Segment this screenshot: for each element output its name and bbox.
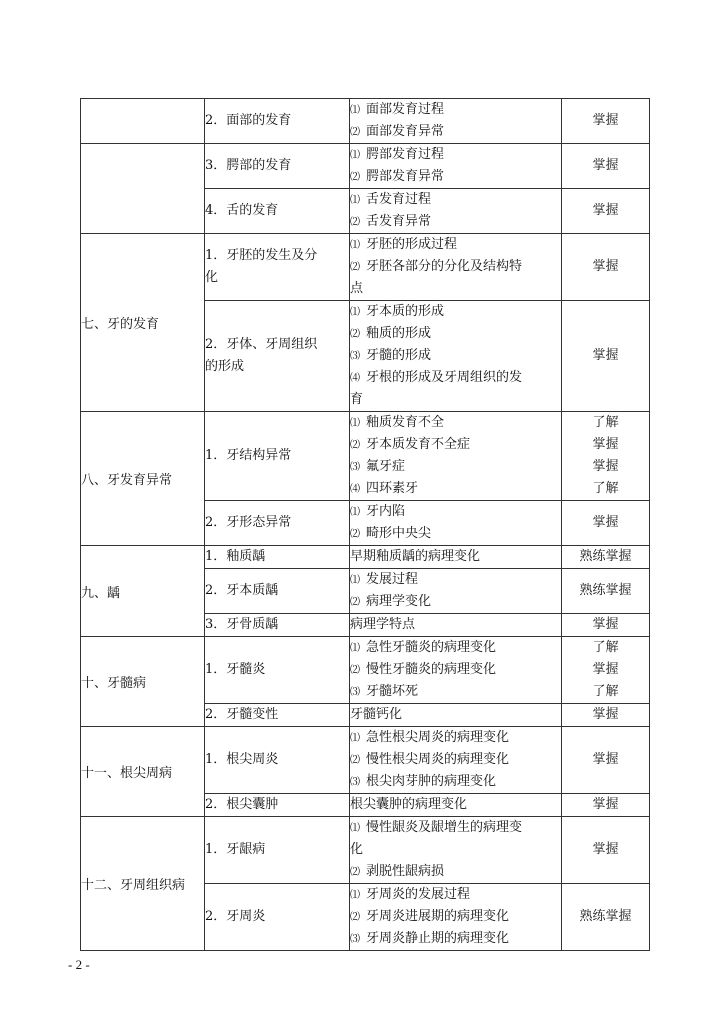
content-line bbox=[350, 884, 561, 906]
item-number: ⑴ bbox=[350, 195, 360, 206]
item-number: ⑶ bbox=[350, 462, 360, 473]
item-text: 牙根的形成及牙周组织的发 bbox=[366, 370, 523, 385]
requirement-cell bbox=[562, 301, 650, 412]
requirement-level: 掌握 bbox=[592, 515, 619, 530]
topic-cell bbox=[205, 817, 350, 884]
unit-cell: 九、龋 bbox=[81, 546, 205, 637]
table-row bbox=[81, 412, 650, 501]
content-cell bbox=[350, 614, 562, 637]
item-number: ⑴ bbox=[350, 890, 360, 901]
item-text: 点 bbox=[350, 281, 364, 296]
requirement-cell bbox=[562, 884, 650, 951]
requirement-level: 了解 bbox=[592, 481, 619, 496]
requirement-level: 了解 bbox=[592, 684, 619, 699]
content-cell bbox=[350, 144, 562, 189]
item-number: ⑵ bbox=[350, 172, 360, 183]
item-number: ⑵ bbox=[350, 755, 360, 766]
item-text: 急性牙髓炎的病理变化 bbox=[366, 640, 497, 655]
requirement-level: 掌握 bbox=[592, 842, 619, 857]
table-row bbox=[81, 727, 650, 794]
content-line bbox=[350, 704, 561, 726]
item-text: 牙胚各部分的分化及结构特 bbox=[366, 259, 523, 274]
topic-cell bbox=[205, 301, 350, 412]
requirement-cell bbox=[562, 637, 650, 704]
item-number: ⑶ bbox=[350, 934, 360, 945]
topic-line: 1．牙胚的发生及分 bbox=[205, 248, 318, 263]
requirement-cell bbox=[562, 794, 650, 817]
item-number: ⑵ bbox=[350, 912, 360, 923]
topic-cell bbox=[205, 569, 350, 614]
topic-cell bbox=[205, 234, 350, 301]
unit-cell bbox=[81, 99, 205, 144]
topic-line: 4．舌的发育 bbox=[205, 203, 279, 218]
item-number: ⑵ bbox=[350, 440, 360, 451]
item-number: ⑴ bbox=[350, 105, 360, 116]
item-number: ⑶ bbox=[350, 687, 360, 698]
content-cell bbox=[350, 569, 562, 614]
item-text: 牙髓的形成 bbox=[366, 348, 432, 363]
item-number: ⑴ bbox=[350, 418, 360, 429]
topic-line: 2．牙本质龋 bbox=[205, 583, 279, 598]
content-line bbox=[350, 301, 561, 323]
content-line bbox=[350, 144, 561, 166]
requirement-cell bbox=[562, 614, 650, 637]
content-line bbox=[350, 928, 561, 950]
content-line bbox=[350, 389, 561, 411]
requirement-level: 了解 bbox=[592, 415, 619, 430]
item-number: ⑴ bbox=[350, 575, 360, 586]
requirement-cell bbox=[562, 546, 650, 569]
requirement-level: 熟练掌握 bbox=[579, 583, 632, 598]
content-line bbox=[350, 456, 561, 478]
requirement-cell bbox=[562, 144, 650, 189]
topic-cell bbox=[205, 884, 350, 951]
content-line bbox=[350, 839, 561, 861]
topic-cell bbox=[205, 794, 350, 817]
content-cell bbox=[350, 301, 562, 412]
item-number: ⑴ bbox=[350, 307, 360, 318]
content-line bbox=[350, 166, 561, 188]
unit-cell: 十、牙髓病 bbox=[81, 637, 205, 727]
topic-line: 2．牙髓变性 bbox=[205, 707, 279, 722]
content-line bbox=[350, 278, 561, 300]
item-number: ⑵ bbox=[350, 867, 360, 878]
syllabus-table-body bbox=[81, 99, 650, 951]
item-text: 牙髓钙化 bbox=[350, 707, 403, 722]
unit-cell bbox=[81, 144, 205, 234]
item-number: ⑵ bbox=[350, 262, 360, 273]
content-line bbox=[350, 501, 561, 523]
item-text: 慢性龈炎及龈增生的病理变 bbox=[366, 820, 523, 835]
topic-cell bbox=[205, 637, 350, 704]
requirement-level: 熟练掌握 bbox=[579, 549, 632, 564]
topic-cell bbox=[205, 412, 350, 501]
item-text: 慢性根尖周炎的病理变化 bbox=[366, 752, 510, 767]
topic-line: 的形成 bbox=[205, 359, 245, 374]
content-line bbox=[350, 434, 561, 456]
content-line bbox=[350, 569, 561, 591]
topic-line: 2．牙体、牙周组织 bbox=[205, 337, 318, 352]
item-text: 面部发育异常 bbox=[366, 124, 445, 139]
topic-line: 2．面部的发育 bbox=[205, 113, 292, 128]
item-number: ⑴ bbox=[350, 733, 360, 744]
content-line bbox=[350, 906, 561, 928]
content-line bbox=[350, 367, 561, 389]
requirement-level: 掌握 bbox=[592, 437, 619, 452]
item-number: ⑶ bbox=[350, 777, 360, 788]
unit-cell: 十二、牙周组织病 bbox=[81, 817, 205, 951]
content-cell bbox=[350, 412, 562, 501]
topic-cell bbox=[205, 189, 350, 234]
content-line bbox=[350, 771, 561, 793]
item-text: 氟牙症 bbox=[366, 459, 406, 474]
table-row bbox=[81, 817, 650, 884]
item-text: 舌发育异常 bbox=[366, 214, 432, 229]
item-number: ⑴ bbox=[350, 643, 360, 654]
content-line bbox=[350, 546, 561, 568]
content-line bbox=[350, 591, 561, 613]
content-line bbox=[350, 99, 561, 121]
requirement-cell bbox=[562, 727, 650, 794]
requirement-cell bbox=[562, 99, 650, 144]
item-text: 腭部发育过程 bbox=[366, 147, 445, 162]
content-line bbox=[350, 861, 561, 883]
unit-cell: 十一、根尖周病 bbox=[81, 727, 205, 817]
content-cell bbox=[350, 234, 562, 301]
content-cell bbox=[350, 794, 562, 817]
item-number: ⑴ bbox=[350, 507, 360, 518]
item-number: ⑴ bbox=[350, 823, 360, 834]
content-line bbox=[350, 412, 561, 434]
content-cell bbox=[350, 884, 562, 951]
content-line bbox=[350, 614, 561, 636]
item-text: 牙周炎的发展过程 bbox=[366, 887, 471, 902]
topic-line: 2．牙周炎 bbox=[205, 909, 266, 924]
topic-line: 1．牙结构异常 bbox=[205, 448, 292, 463]
item-text: 早期釉质龋的病理变化 bbox=[350, 549, 481, 564]
content-cell bbox=[350, 727, 562, 794]
content-cell bbox=[350, 99, 562, 144]
requirement-level: 掌握 bbox=[592, 752, 619, 767]
topic-line: 1．牙龈病 bbox=[205, 842, 266, 857]
page-number: - 2 - bbox=[68, 957, 90, 972]
item-number: ⑵ bbox=[350, 217, 360, 228]
requirement-cell bbox=[562, 412, 650, 501]
topic-line: 1．牙髓炎 bbox=[205, 662, 266, 677]
item-text: 面部发育过程 bbox=[366, 102, 445, 117]
item-text: 畸形中央尖 bbox=[366, 526, 432, 541]
item-text: 牙周炎进展期的病理变化 bbox=[366, 909, 510, 924]
requirement-level: 熟练掌握 bbox=[579, 909, 632, 924]
content-line bbox=[350, 323, 561, 345]
table-row bbox=[81, 144, 650, 189]
requirement-level: 掌握 bbox=[592, 203, 619, 218]
item-text: 牙髓坏死 bbox=[366, 684, 419, 699]
item-number: ⑵ bbox=[350, 597, 360, 608]
item-number: ⑷ bbox=[350, 373, 360, 384]
content-line bbox=[350, 637, 561, 659]
item-text: 发展过程 bbox=[366, 572, 419, 587]
requirement-cell bbox=[562, 704, 650, 727]
content-cell bbox=[350, 546, 562, 569]
requirement-level: 掌握 bbox=[592, 348, 619, 363]
item-text: 釉质发育不全 bbox=[366, 415, 445, 430]
content-line bbox=[350, 659, 561, 681]
content-line bbox=[350, 234, 561, 256]
syllabus-table bbox=[80, 98, 650, 951]
content-line bbox=[350, 121, 561, 143]
item-number: ⑵ bbox=[350, 127, 360, 138]
topic-cell bbox=[205, 501, 350, 546]
item-text: 牙本质发育不全症 bbox=[366, 437, 471, 452]
item-text: 牙内陷 bbox=[366, 504, 406, 519]
item-number: ⑶ bbox=[350, 351, 360, 362]
requirement-cell bbox=[562, 817, 650, 884]
topic-line: 2．根尖囊肿 bbox=[205, 797, 279, 812]
table-row bbox=[81, 234, 650, 301]
requirement-cell bbox=[562, 501, 650, 546]
requirement-level: 掌握 bbox=[592, 797, 619, 812]
item-number: ⑴ bbox=[350, 240, 360, 251]
item-text: 剥脱性龈病损 bbox=[366, 864, 445, 879]
topic-line: 1．根尖周炎 bbox=[205, 752, 279, 767]
content-line bbox=[350, 211, 561, 233]
topic-line: 3．牙骨质龋 bbox=[205, 617, 279, 632]
item-text: 釉质的形成 bbox=[366, 326, 432, 341]
topic-cell bbox=[205, 144, 350, 189]
content-line bbox=[350, 681, 561, 703]
requirement-level: 掌握 bbox=[592, 459, 619, 474]
item-number: ⑷ bbox=[350, 484, 360, 495]
item-text: 慢性牙髓炎的病理变化 bbox=[366, 662, 497, 677]
content-line bbox=[350, 189, 561, 211]
item-text: 牙本质的形成 bbox=[366, 304, 445, 319]
topic-line: 化 bbox=[205, 270, 219, 285]
requirement-level: 掌握 bbox=[592, 259, 619, 274]
content-cell bbox=[350, 637, 562, 704]
topic-line: 3．腭部的发育 bbox=[205, 158, 292, 173]
item-text: 牙胚的形成过程 bbox=[366, 237, 458, 252]
item-text: 急性根尖周炎的病理变化 bbox=[366, 730, 510, 745]
content-line bbox=[350, 478, 561, 500]
topic-cell bbox=[205, 546, 350, 569]
item-text: 四环素牙 bbox=[366, 481, 419, 496]
item-text: 根尖肉芽肿的病理变化 bbox=[366, 774, 497, 789]
item-number: ⑴ bbox=[350, 150, 360, 161]
content-line bbox=[350, 749, 561, 771]
table-row bbox=[81, 546, 650, 569]
topic-cell bbox=[205, 727, 350, 794]
item-number: ⑵ bbox=[350, 529, 360, 540]
item-number: ⑵ bbox=[350, 665, 360, 676]
item-text: 病理学变化 bbox=[366, 594, 432, 609]
requirement-level: 掌握 bbox=[592, 707, 619, 722]
requirement-level: 了解 bbox=[592, 640, 619, 655]
content-cell bbox=[350, 817, 562, 884]
table-row bbox=[81, 637, 650, 704]
table-row bbox=[81, 99, 650, 144]
requirement-level: 掌握 bbox=[592, 158, 619, 173]
item-number: ⑵ bbox=[350, 329, 360, 340]
content-cell bbox=[350, 189, 562, 234]
requirement-level: 掌握 bbox=[592, 113, 619, 128]
requirement-level: 掌握 bbox=[592, 617, 619, 632]
unit-cell: 八、牙发育异常 bbox=[81, 412, 205, 546]
content-line bbox=[350, 523, 561, 545]
item-text: 育 bbox=[350, 392, 364, 407]
content-line bbox=[350, 794, 561, 816]
item-text: 牙周炎静止期的病理变化 bbox=[366, 931, 510, 946]
content-cell bbox=[350, 501, 562, 546]
topic-line: 2．牙形态异常 bbox=[205, 515, 292, 530]
unit-cell: 七、牙的发育 bbox=[81, 234, 205, 412]
topic-cell bbox=[205, 704, 350, 727]
content-cell bbox=[350, 704, 562, 727]
item-text: 化 bbox=[350, 842, 364, 857]
item-text: 根尖囊肿的病理变化 bbox=[350, 797, 468, 812]
topic-cell bbox=[205, 614, 350, 637]
item-text: 腭部发育异常 bbox=[366, 169, 445, 184]
requirement-level: 掌握 bbox=[592, 662, 619, 677]
requirement-cell bbox=[562, 569, 650, 614]
content-line bbox=[350, 345, 561, 367]
item-text: 舌发育过程 bbox=[366, 192, 432, 207]
topic-line: 1．釉质龋 bbox=[205, 549, 266, 564]
requirement-cell bbox=[562, 189, 650, 234]
topic-cell bbox=[205, 99, 350, 144]
content-line bbox=[350, 817, 561, 839]
requirement-cell bbox=[562, 234, 650, 301]
content-line bbox=[350, 727, 561, 749]
content-line bbox=[350, 256, 561, 278]
item-text: 病理学特点 bbox=[350, 617, 416, 632]
